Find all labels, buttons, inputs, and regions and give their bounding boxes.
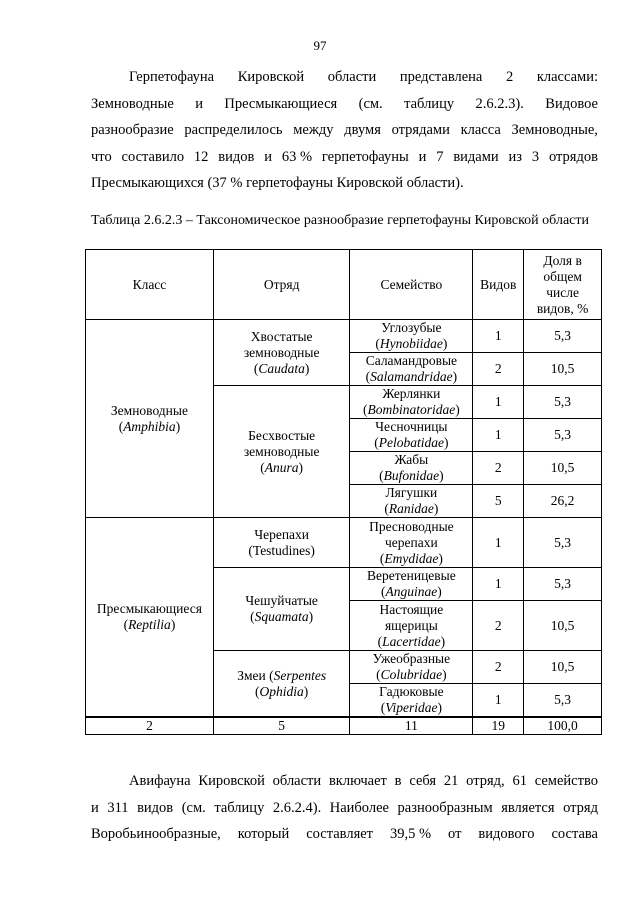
- paragraph-line: [91, 768, 598, 795]
- word: в: [394, 773, 402, 789]
- table-row: [86, 518, 602, 568]
- word: 63 %: [281, 148, 313, 165]
- share-cell: 5,3: [524, 386, 602, 419]
- taxonomy-table: [85, 249, 602, 735]
- word: отряд: [563, 799, 598, 816]
- word: 2.6.2.3).: [475, 95, 524, 112]
- word: 12: [193, 148, 209, 165]
- word: разнообразным: [397, 799, 493, 816]
- word: и: [195, 95, 203, 112]
- page-number: 97: [313, 38, 327, 53]
- word: семейство: [534, 773, 598, 789]
- order-cell-caudata: Хвостатые земноводные (Caudata): [213, 320, 350, 386]
- family-cell: Жерлянки (Bombinatoridae): [350, 386, 473, 419]
- class-cell-amphibia: Земноводные (Amphibia): [86, 320, 214, 518]
- paragraph-line: [91, 170, 598, 197]
- word: Авифауна: [129, 773, 191, 789]
- word: 311: [107, 799, 129, 816]
- header-class: Класс: [86, 250, 214, 320]
- word: составило: [121, 148, 185, 165]
- share-cell: 26,2: [524, 485, 602, 518]
- total-species: 19: [473, 717, 524, 735]
- order-cell-serpentes: Змеи (Serpentes (Ophidia): [213, 651, 350, 718]
- word: видами: [453, 148, 499, 165]
- word: 2.6.2.4).: [272, 799, 322, 816]
- order-cell-anura: Бесхвостые земноводные (Anura): [213, 386, 350, 518]
- share-cell: 10,5: [524, 452, 602, 485]
- word: разнообразие: [91, 122, 174, 138]
- header-species: Видов: [473, 250, 524, 320]
- word: и: [264, 148, 272, 165]
- word: Воробьинообразные,: [91, 826, 221, 842]
- word: отрядами: [391, 122, 450, 138]
- word: 3: [531, 148, 540, 165]
- species-cell: 1: [473, 518, 524, 568]
- word: 7: [436, 148, 444, 165]
- word: от: [448, 826, 462, 842]
- species-cell: 2: [473, 353, 524, 386]
- word: таблицу: [404, 95, 455, 112]
- word: из: [508, 148, 523, 165]
- word: между: [293, 122, 334, 138]
- species-cell: 1: [473, 684, 524, 718]
- word: и: [418, 148, 427, 165]
- word: который: [237, 826, 290, 842]
- table-header-row: [86, 250, 602, 320]
- share-cell: 5,3: [524, 568, 602, 601]
- word: видового: [478, 826, 535, 842]
- species-cell: 2: [473, 601, 524, 651]
- word: и: [91, 799, 99, 816]
- share-cell: 10,5: [524, 651, 602, 684]
- share-cell: 10,5: [524, 601, 602, 651]
- word: Наиболее: [329, 799, 389, 816]
- total-order: 5: [213, 717, 350, 735]
- word: области: [327, 69, 377, 85]
- species-cell: 1: [473, 568, 524, 601]
- word: области: [272, 773, 322, 789]
- paragraph-line: [91, 821, 598, 848]
- word: классами:: [536, 69, 598, 85]
- word: 61: [512, 773, 527, 789]
- total-family: 11: [350, 717, 473, 735]
- paragraph-line: [91, 795, 598, 822]
- order-cell-testudines: Черепахи (Testudines): [213, 518, 350, 568]
- species-cell: 5: [473, 485, 524, 518]
- family-cell: Пресноводные черепахи (Emydidae): [350, 518, 473, 568]
- word: двумя: [344, 122, 381, 138]
- species-cell: 2: [473, 452, 524, 485]
- header-share: Доля в общем числе видов, %: [524, 250, 602, 320]
- table-row: [86, 320, 602, 353]
- order-cell-squamata: Чешуйчатые (Squamata): [213, 568, 350, 651]
- family-cell: Жабы (Bufonidae): [350, 452, 473, 485]
- paragraph-line: [91, 91, 598, 118]
- word: Земноводные,: [511, 122, 598, 138]
- word: видов: [218, 148, 255, 165]
- total-class: 2: [86, 717, 214, 735]
- species-cell: 2: [473, 651, 524, 684]
- total-share: 100,0: [524, 717, 602, 735]
- word: Пресмыкающиеся: [224, 95, 338, 112]
- word: Кировской: [237, 69, 305, 85]
- word: представлена: [399, 69, 483, 85]
- paragraph-line: [91, 64, 598, 91]
- family-cell: Саламандровые (Salamandridae): [350, 353, 473, 386]
- word: Кировской: [198, 773, 265, 789]
- paragraph-line: [91, 144, 598, 171]
- word: (см.: [358, 95, 383, 112]
- header-order: Отряд: [213, 250, 350, 320]
- word: составляет: [306, 826, 374, 842]
- family-cell: Углозубые (Hynobiidae): [350, 320, 473, 353]
- word: состава: [551, 826, 598, 842]
- word: Герпетофауна: [129, 69, 215, 85]
- word: 2: [505, 69, 514, 85]
- table-caption: Таблица 2.6.2.3 – Таксономическое разнообразие герпетофауны Кировской области: [91, 213, 589, 228]
- word: что: [91, 148, 112, 165]
- family-cell: Ужеобразные (Colubridae): [350, 651, 473, 684]
- paragraph-avifauna: [91, 768, 598, 848]
- paragraph-herpetofauna: [91, 64, 598, 197]
- word: таблицу: [214, 799, 265, 816]
- word: Видовое: [545, 95, 598, 112]
- family-cell: Настоящие ящерицы (Lacertidae): [350, 601, 473, 651]
- word: видов: [137, 799, 174, 816]
- word: отрядов: [548, 148, 598, 165]
- word: является: [501, 799, 555, 816]
- word: отряд,: [466, 773, 505, 789]
- word: 39,5 %: [389, 826, 432, 842]
- family-cell: Лягушки (Ranidae): [350, 485, 473, 518]
- word: герпетофауны: [321, 148, 409, 165]
- word: 21: [443, 773, 459, 789]
- word: распределилось: [184, 122, 283, 138]
- word: (см.: [181, 799, 206, 816]
- word: Земноводные: [91, 95, 174, 112]
- header-family: Семейство: [350, 250, 473, 320]
- word: Пресмыкающихся (37 % герпетофауны Кировской области).: [91, 175, 464, 191]
- species-cell: 1: [473, 386, 524, 419]
- species-cell: 1: [473, 320, 524, 353]
- paragraph-line: [91, 117, 598, 144]
- word: класса: [460, 122, 501, 138]
- share-cell: 10,5: [524, 353, 602, 386]
- family-cell: Чесночницы (Pelobatidae): [350, 419, 473, 452]
- table-total-row: [86, 717, 602, 735]
- word: включает: [328, 773, 387, 789]
- species-cell: 1: [473, 419, 524, 452]
- share-cell: 5,3: [524, 684, 602, 718]
- class-cell-reptilia: Пресмыкающиеся (Reptilia): [86, 518, 214, 718]
- share-cell: 5,3: [524, 518, 602, 568]
- word: себя: [409, 773, 437, 789]
- share-cell: 5,3: [524, 419, 602, 452]
- share-cell: 5,3: [524, 320, 602, 353]
- family-cell: Веретеницевые (Anguinae): [350, 568, 473, 601]
- family-cell: Гадюковые (Viperidae): [350, 684, 473, 718]
